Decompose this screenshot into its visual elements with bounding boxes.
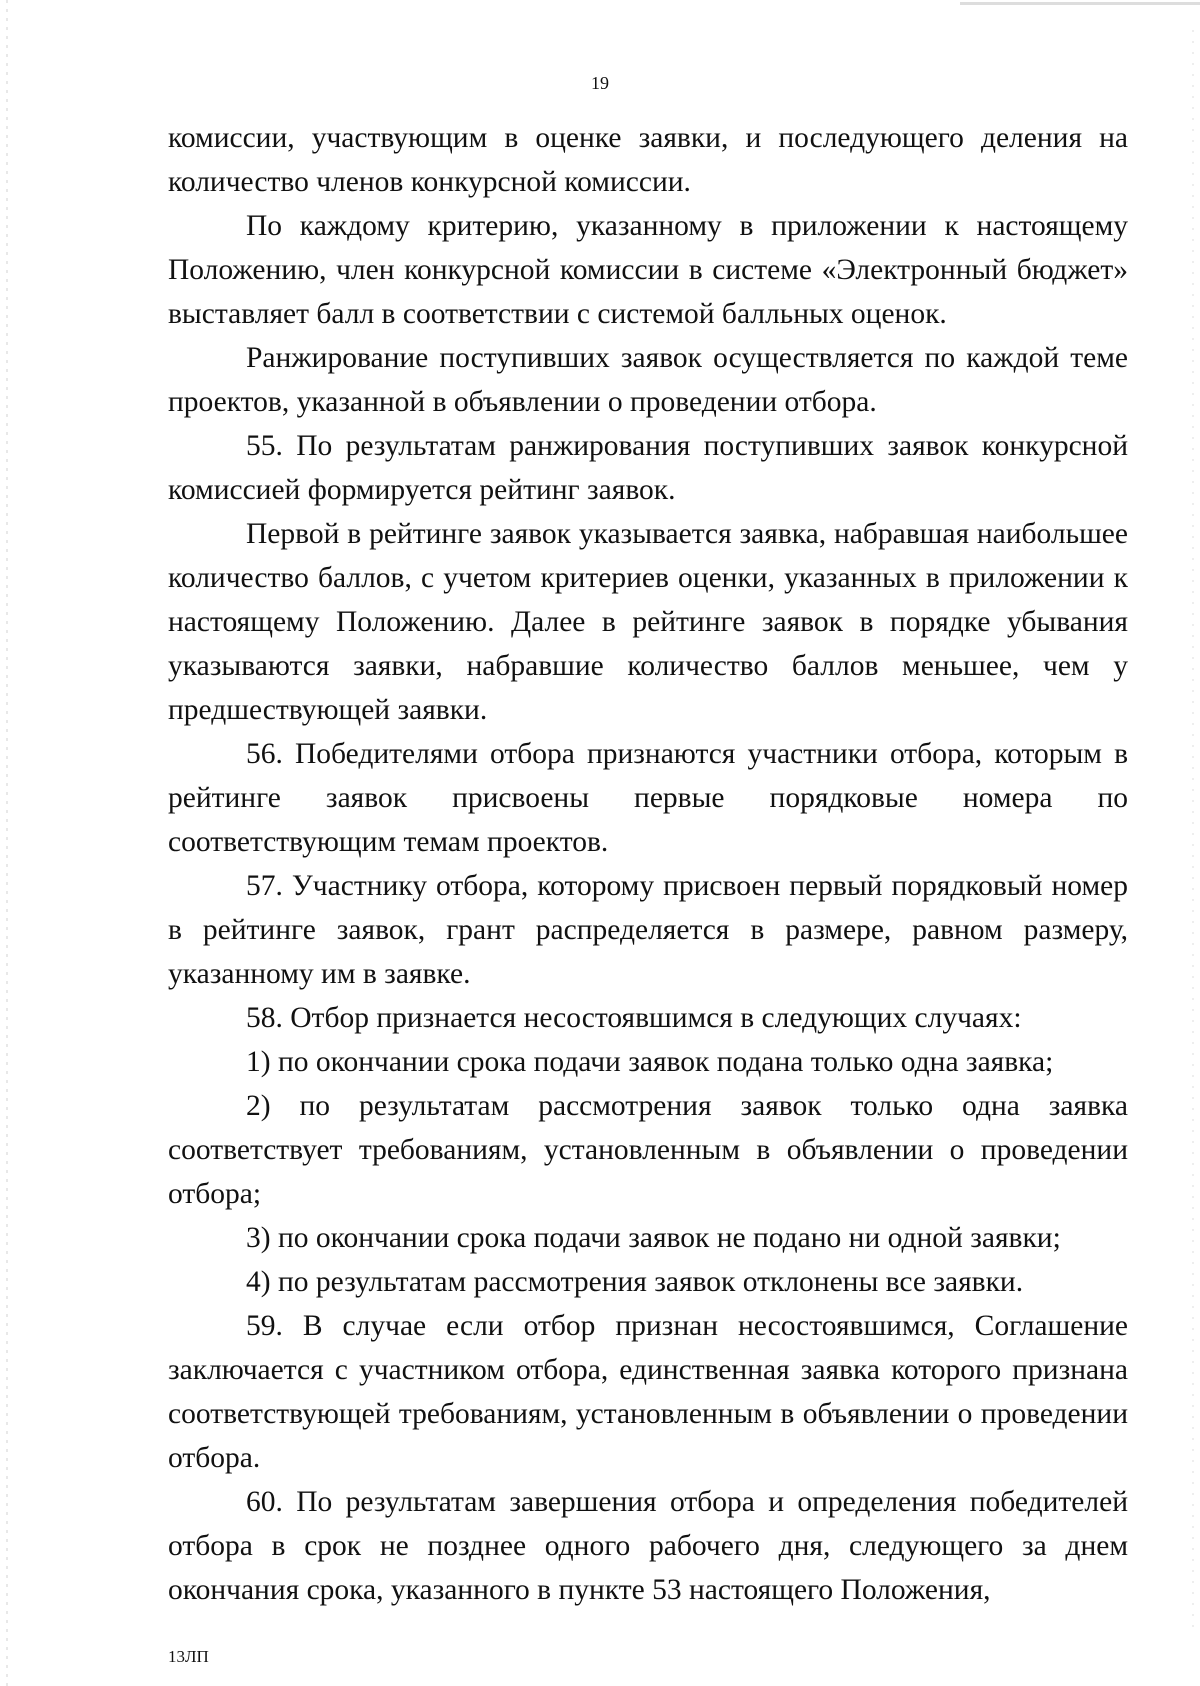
paragraph-ranking: Ранжирование поступивших заявок осуществляется по каждой теме проектов, указанной в объявлении о проведении отбора. xyxy=(168,342,1128,418)
scan-edge-left xyxy=(6,0,8,1686)
footer-code: 13ЛП xyxy=(168,1647,209,1666)
paragraph-60: 60. По результатам завершения отбора и определения победителей отбора в срок не позднее одного рабочего дня, следующего за днем окончания срока, указанного в пункте 53 настоящего Положения, xyxy=(168,1486,1128,1606)
list-item-58-1: 1) по окончании срока подачи заявок подана только одна заявка; xyxy=(246,1046,1054,1078)
page-number: 19 xyxy=(591,73,609,93)
paragraph-56: 56. Победителями отбора признаются участники отбора, которым в рейтинге заявок присвоены первые порядковые номера по соответствующим темам проектов. xyxy=(168,738,1128,858)
scan-edge-top xyxy=(960,2,1200,5)
scan-edge-right xyxy=(1192,30,1194,1630)
document-body xyxy=(168,116,1128,1612)
paragraph-55: 55. По результатам ранжирования поступивших заявок конкурсной комиссией формируется рейтинг заявок. xyxy=(168,430,1128,506)
paragraph-57: 57. Участнику отбора, которому присвоен первый порядковый номер в рейтинге заявок, грант распределяется в размере, равном размеру, указанному им в заявке. xyxy=(168,870,1128,990)
paragraph-58: 58. Отбор признается несостоявшимся в следующих случаях: xyxy=(246,1002,1022,1034)
paragraph-continuation: комиссии, участвующим в оценке заявки, и последующего деления на количество членов конкурсной комиссии. xyxy=(168,122,1128,198)
paragraph-59: 59. В случае если отбор признан несостоявшимся, Соглашение заключается с участником отбора, единственная заявка которого признана соответствующей требованиям, установленным в объявлении о проведении отбора. xyxy=(168,1310,1128,1474)
list-item-58-4: 4) по результатам рассмотрения заявок отклонены все заявки. xyxy=(246,1266,1024,1298)
paragraph-rating-order: Первой в рейтинге заявок указывается заявка, набравшая наибольшее количество баллов, с учетом критериев оценки, указанных в приложении к настоящему Положению. Далее в рейтинге заявок в порядке убывания указываются заявки, набравшие количество баллов меньшее, чем у предшествующей заявки. xyxy=(168,518,1128,726)
list-item-58-3: 3) по окончании срока подачи заявок не подано ни одной заявки; xyxy=(246,1222,1061,1254)
paragraph-criteria-scoring: По каждому критерию, указанному в приложении к настоящему Положению, член конкурсной комиссии в системе «Электронный бюджет» выставляет балл в соответствии с системой балльных оценок. xyxy=(168,210,1128,330)
list-item-58-2: 2) по результатам рассмотрения заявок только одна заявка соответствует требованиям, установленным в объявлении о проведении отбора; xyxy=(168,1090,1128,1210)
